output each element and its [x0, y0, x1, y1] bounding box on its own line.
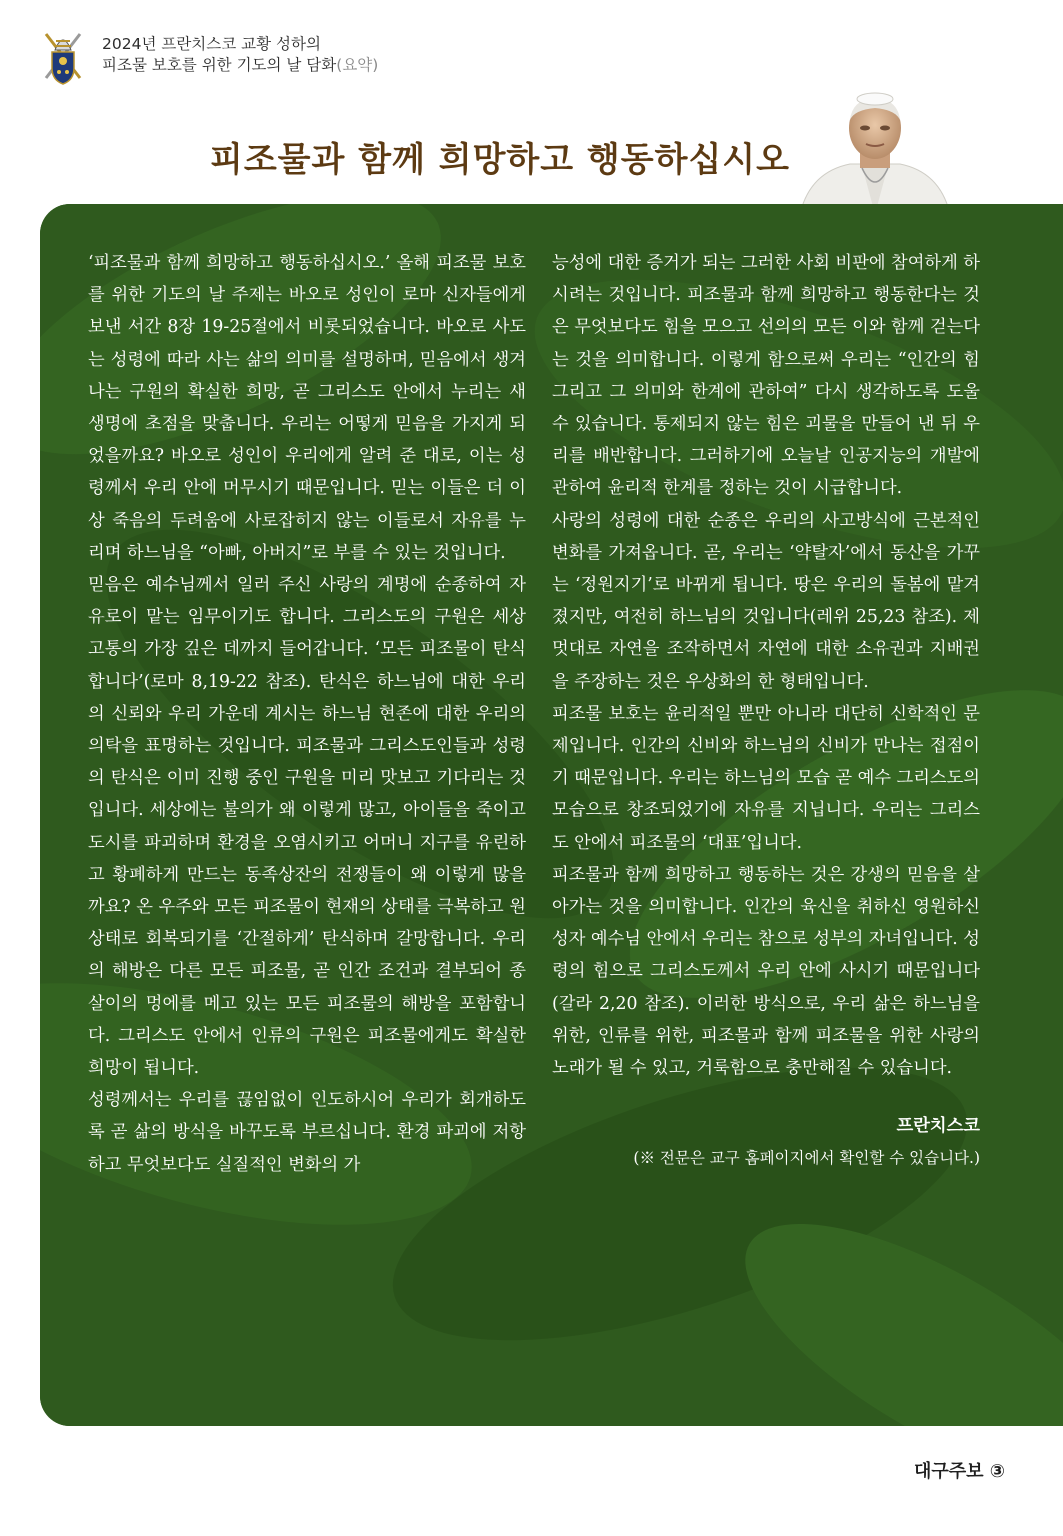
left-column	[88, 247, 526, 1181]
content-panel	[40, 204, 1063, 1426]
header-line-1: 2024년 프란치스코 교황 성하의	[102, 35, 321, 53]
page-footer: 대구주보 ③	[913, 1461, 1005, 1482]
right-column	[552, 247, 980, 1175]
paragraph: 피조물 보호는 윤리적일 뿐만 아니라 대단히 신학적인 문제입니다. 인간의 신비와 하느님의 신비가 만나는 접점이기 때문입니다. 우리는 하느님의 모습 곧 예수 그리스도의 모습으로 창조되었기에 자유를 지닙니다. 우리는 그리스도 안에서 피조물의 ‘대표’입니다.	[552, 703, 980, 853]
homepage-note: (※ 전문은 교구 홈페이지에서 확인할 수 있습니다.)	[633, 1149, 980, 1168]
header-line-2-suffix: (요약)	[336, 56, 379, 74]
header-text	[102, 34, 442, 76]
paragraph: 능성에 대한 증거가 되는 그러한 사회 비판에 참여하게 하시려는 것입니다. 피조물과 함께 희망하고 행동한다는 것은 무엇보다도 힘을 모으고 선의의 모든 이와 함께 걷는다는 것을 의미합니다. 이렇게 함으로써 우리는 “인간의 힘 그리고 그 의미와 한계에 관하여” 다시 생각하도록 도울 수 있습니다. 통제되지 않는 힘은 괴물을 만들어 낸 뒤 우리를 배반합니다. 그러하기에 오늘날 인공지능의 개발에 관하여 윤리적 한계를 정하는 것이 시급합니다.	[552, 253, 980, 499]
paragraph: 사랑의 성령에 대한 순종은 우리의 사고방식에 근본적인 변화를 가져옵니다. 곧, 우리는 ‘약탈자’에서 동산을 가꾸는 ‘정원지기’로 바뀌게 됩니다. 땅은 우리의 돌봄에 맡겨졌지만, 여전히 하느님의 것입니다(레위 25,23 참조). 제멋대로 자연을 조작하면서 자연에 대한 소유권과 지배권을 주장하는 것은 우상화의 한 형태입니다.	[552, 510, 980, 692]
page-title: 피조물과 함께 희망하고 행동하십시오	[209, 140, 790, 180]
header-line-2-main: 피조물 보호를 위한 기도의 날 담화	[102, 56, 337, 74]
paragraph: 믿음은 예수님께서 일러 주신 사랑의 계명에 순종하여 자유로이 맡는 임무이기도 합니다. 그리스도의 구원은 세상 고통의 가장 깊은 데까지 들어갑니다. ‘모든 피조물이 탄식합니다’(로마 8,19-22 참조). 탄식은 하느님에 대한 우리의 신뢰와 우리 가운데 계시는 하느님 현존에 대한 우리의 의탁을 표명하는 것입니다. 피조물과 그리스도인들과 성령의 탄식은 이미 진행 중인 구원을 미리 맛보고 기다리는 것입니다. 세상에는 불의가 왜 이렇게 많고, 아이들을 죽이고 도시를 파괴하며 환경을 오염시키고 어머니 지구를 유린하고 황폐하게 만드는 동족상잔의 전쟁들이 왜 이렇게 많을까요? 온 우주와 모든 피조물이 현재의 상태를 극복하고 원상태로 회복되기를 ‘간절하게’ 탄식하며 갈망합니다. 우리의 해방은 다른 모든 피조물, 곧 인간 조건과 결부되어 종살이의 멍에를 메고 있는 모든 피조물의 해방을 포함합니다. 그리스도 안에서 인류의 구원은 피조물에게도 확실한 희망이 됩니다.	[88, 575, 526, 1079]
papal-coat-of-arms-icon	[40, 28, 86, 90]
paragraph: 피조물과 함께 희망하고 행동하는 것은 강생의 믿음을 살아가는 것을 의미합니다. 인간의 육신을 취하신 영원하신 성자 예수님 안에서 우리는 참으로 성부의 자녀입니다. 성령의 힘으로 그리스도께서 우리 안에 사시기 때문입니다(갈라 2,20 참조). 이러한 방식으로, 우리 삶은 하느님을 위한, 인류를 위한, 피조물과 함께 피조물을 위한 사랑의 노래가 될 수 있고, 거룩함으로 충만해질 수 있습니다.	[552, 864, 980, 1079]
header-line-2	[102, 55, 442, 76]
signature: 프란치스코	[896, 1116, 980, 1137]
paragraph: 성령께서는 우리를 끊임없이 인도하시어 우리가 회개하도록 곧 삶의 방식을 바꾸도록 부르십니다. 환경 파괴에 저항하고 무엇보다도 실질적인 변화의 가	[88, 1090, 526, 1175]
pope-portrait-image	[800, 84, 950, 214]
paragraph: ‘피조물과 함께 희망하고 행동하십시오.’ 올해 피조물 보호를 위한 기도의 날 주제는 바오로 성인이 로마 신자들에게 보낸 서간 8장 19-25절에서 비롯되었습니다. 바오로 사도는 성령에 따라 사는 삶의 의미를 설명하며, 믿음에서 생겨나는 구원의 확실한 희망, 곧 그리스도 안에서 누리는 새 생명에 초점을 맞춥니다. 우리는 어떻게 믿음을 가지게 되었을까요? 바오로 성인이 우리에게 알려 준 대로, 이는 성령께서 우리 안에 머무시기 때문입니다. 믿는 이들은 더 이상 죽음의 두려움에 사로잡히지 않는 이들로서 자유를 누리며 하느님을 “아빠, 아버지”로 부를 수 있는 것입니다.	[88, 253, 526, 563]
